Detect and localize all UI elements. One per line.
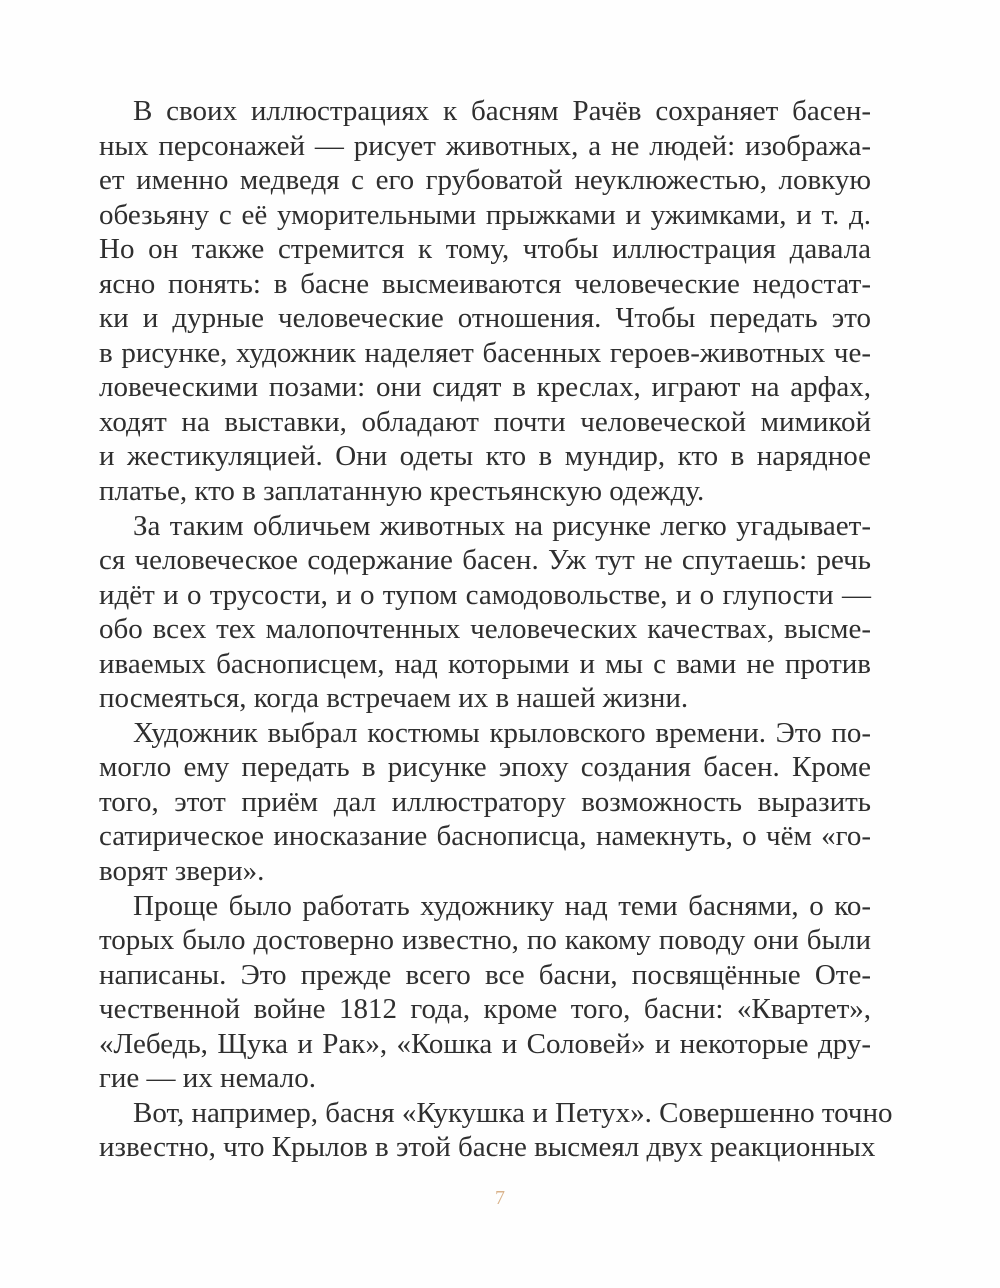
text-line: Но он также стремится к тому, чтобы иллюстрация давала (99, 233, 871, 266)
text-line: иваемых баснописцем, над которыми и мы с вами не против (99, 647, 871, 680)
text-line: В своих иллюстрациях к басням Рачёв сохраняет басен- (133, 95, 871, 127)
text-line: ся человеческое содержание басен. Уж тут не спутаешь: речь (99, 544, 871, 577)
text-line: ет именно медведя с его грубоватой неуклюжестью, ловкую (99, 164, 871, 197)
text-line: известно, что Крылов в этой басне высмеял двух реакционных (99, 1131, 876, 1164)
text-line: в рисунке, художник наделяет басенных героев-животных че- (99, 336, 871, 369)
text-line: обезьяну с её уморительными прыжками и ужимками, и т. д. (99, 198, 871, 231)
text-line: ных персонажей — рисует животных, а не людей: изобража- (99, 129, 871, 162)
text-line: ки и дурные человеческие отношения. Чтобы передать это (99, 302, 871, 335)
text-line: и жестикуляцией. Они одеты кто в мундир, кто в нарядное (99, 440, 871, 473)
text-line: Художник выбрал костюмы крыловского времени. Это по- (133, 716, 871, 749)
text-line: посмеяться, когда встречаем их в нашей жизни. (99, 682, 689, 715)
text-line: ясно понять: в басне высмеиваются человеческие недостат- (99, 267, 871, 300)
text-line: ворят звери». (99, 855, 265, 888)
text-line: платье, кто в заплатанную крестьянскую одежду. (99, 475, 705, 508)
text-line: Вот, например, басня «Кукушка и Петух». Совершенно точно (133, 1096, 893, 1129)
text-line: ходят на выставки, обладают почти человеческой мимикой (99, 405, 871, 438)
text-line: могло ему передать в рисунке эпоху создания басен. Кроме (99, 751, 871, 784)
text-line: За таким обличьем животных на рисунке легко угадывает- (133, 509, 871, 542)
text-line: написаны. Это прежде всего все басни, посвящённые Оте- (99, 958, 871, 991)
text-line: чественной войне 1812 года, кроме того, басни: «Квартет», (99, 993, 871, 1026)
text-line: торых было достоверно известно, по какому поводу они были (99, 924, 871, 957)
text-line: гие — их немало. (99, 1062, 316, 1095)
text-line: ловеческими позами: они сидят в креслах, играют на арфах, (99, 371, 871, 404)
text-line: идёт и о трусости, и о тупом самодовольстве, и о глупости — (99, 578, 871, 611)
text-line: Проще было работать художнику над теми баснями, о ко- (133, 889, 871, 922)
text-line: обо всех тех малопочтенных человеческих качествах, высме- (99, 613, 871, 646)
text-line: того, этот приём дал иллюстратору возможность выразить (99, 785, 871, 818)
body-text (99, 94, 893, 1165)
text-line: «Лебедь, Щука и Рак», «Кошка и Соловей» и некоторые дру- (99, 1027, 871, 1060)
page-number: 7 (495, 1187, 505, 1209)
text-line: сатирическое иносказание баснописца, намекнуть, о чём «го- (99, 820, 871, 853)
